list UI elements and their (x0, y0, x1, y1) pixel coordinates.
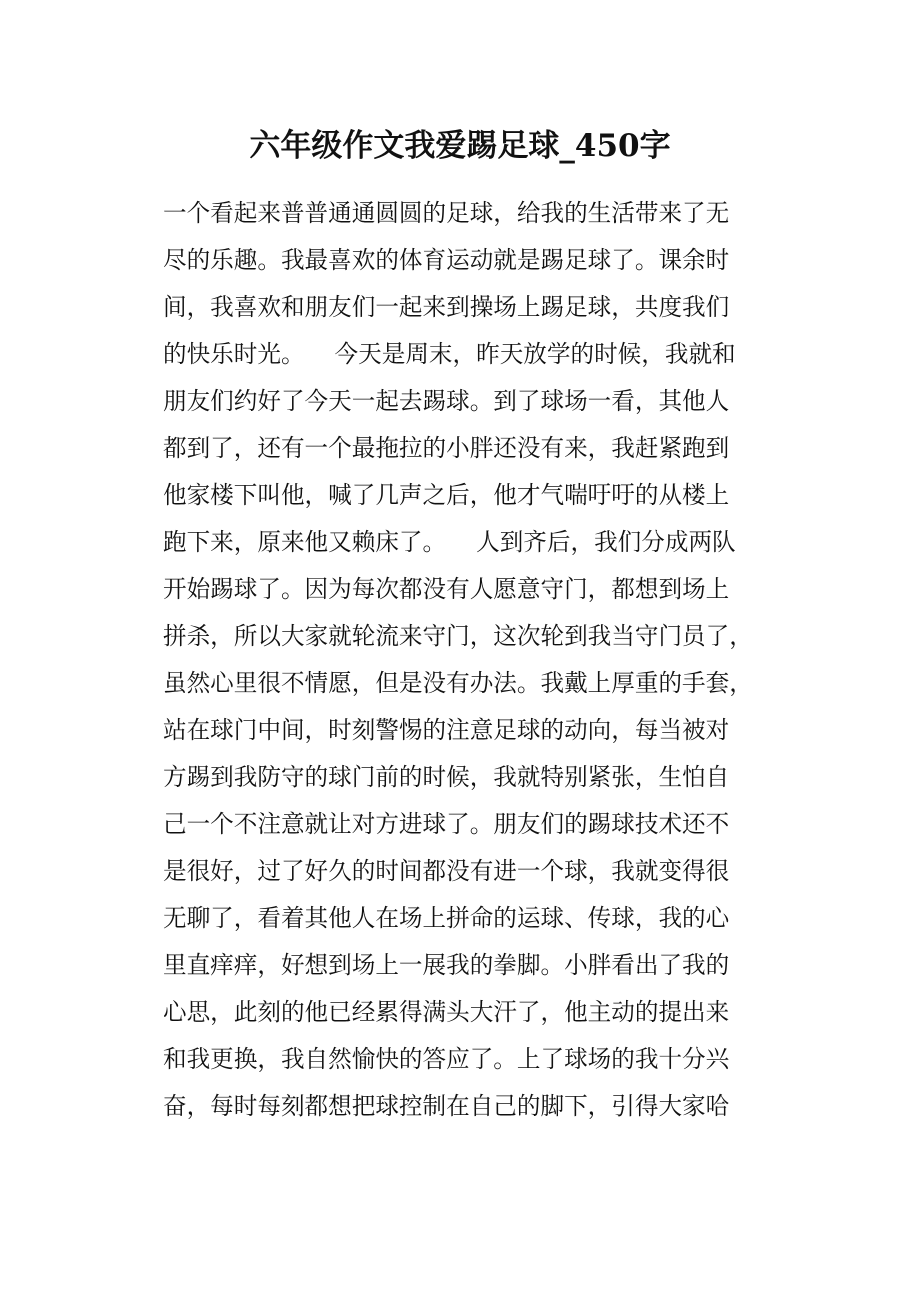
body-line: 开始踢球了。因为每次都没有人愿意守门，都想到场上 (163, 575, 730, 603)
body-line: 尽的乐趣。我最喜欢的体育运动就是踢足球了。课余时 (163, 246, 730, 274)
body-line: 间，我喜欢和朋友们一起来到操场上踢足球，共度我们 (163, 293, 730, 321)
body-line: 都到了，还有一个最拖拉的小胖还没有来，我赶紧跑到 (163, 434, 730, 462)
body-line: 是很好，过了好久的时间都没有进一个球，我就变得很 (163, 857, 730, 885)
body-line: 无聊了，看着其他人在场上拼命的运球、传球，我的心 (163, 904, 730, 932)
body-line: 方踢到我防守的球门前的时候，我就特别紧张，生怕自 (163, 763, 730, 791)
body-line: 站在球门中间，时刻警惕的注意足球的动向，每当被对 (163, 716, 730, 744)
body-line: 己一个不注意就让对方进球了。朋友们的踢球技术还不 (163, 810, 730, 838)
document-body (163, 190, 773, 1130)
body-line: 心思，此刻的他已经累得满头大汗了，他主动的提出来 (163, 998, 730, 1026)
body-line: 奋，每时每刻都想把球控制在自己的脚下，引得大家哈 (163, 1092, 730, 1120)
body-line: 虽然心里很不情愿，但是没有办法。我戴上厚重的手套， (163, 669, 753, 697)
body-line: 他家楼下叫他，喊了几声之后，他才气喘吁吁的从楼上 (163, 481, 730, 509)
body-line: 朋友们约好了今天一起去踢球。到了球场一看，其他人 (163, 387, 730, 415)
body-line: 拼杀，所以大家就轮流来守门，这次轮到我当守门员了， (163, 622, 753, 650)
body-line: 里直痒痒，好想到场上一展我的拳脚。小胖看出了我的 (163, 951, 730, 979)
body-line: 一个看起来普普通通圆圆的足球，给我的生活带来了无 (163, 199, 730, 227)
body-line: 跑下来，原来他又赖床了。 人到齐后，我们分成两队 (163, 528, 736, 556)
body-line: 的快乐时光。 今天是周末，昨天放学的时候，我就和 (163, 340, 736, 368)
body-line: 和我更换，我自然愉快的答应了。上了球场的我十分兴 (163, 1045, 730, 1073)
document-title: 六年级作文我爱踢足球_450字 (249, 128, 671, 164)
